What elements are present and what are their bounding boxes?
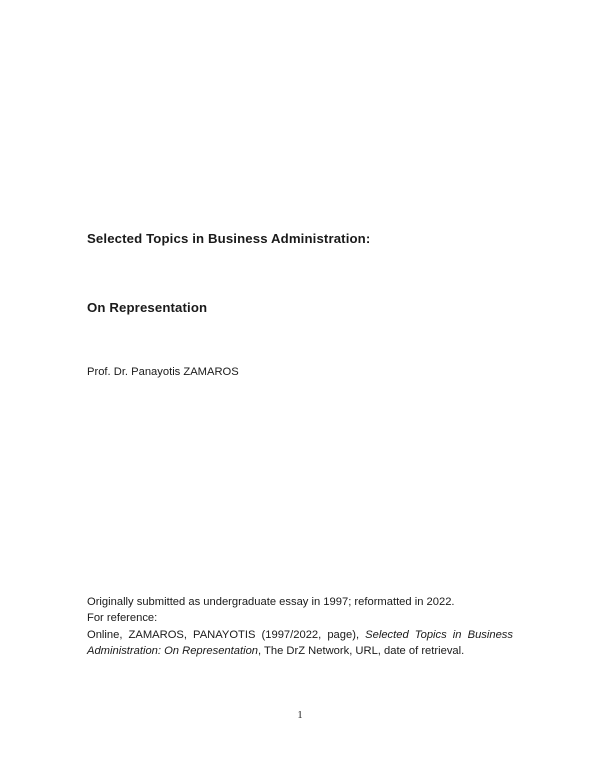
submission-note: Originally submitted as undergraduate essay in 1997; reformatted in 2022.: [87, 596, 455, 608]
document-text-column: [87, 0, 513, 776]
citation-prefix: Online, ZAMAROS, PANAYOTIS (1997/2022, page),: [87, 628, 366, 641]
reference-block: [87, 594, 513, 659]
page-subtitle: On Representation: [87, 300, 208, 315]
page-title: Selected Topics in Business Administration:: [87, 231, 371, 246]
author-name: Prof. Dr. Panayotis ZAMAROS: [87, 366, 239, 378]
citation-work-title: Selected Topics in Business Administration: On Representation: [87, 628, 513, 657]
citation-suffix: , The DrZ Network, URL, date of retrieval.: [258, 644, 465, 657]
reference-label: For reference:: [87, 612, 158, 625]
page-number: 1: [297, 710, 303, 721]
citation-text: [87, 627, 513, 660]
